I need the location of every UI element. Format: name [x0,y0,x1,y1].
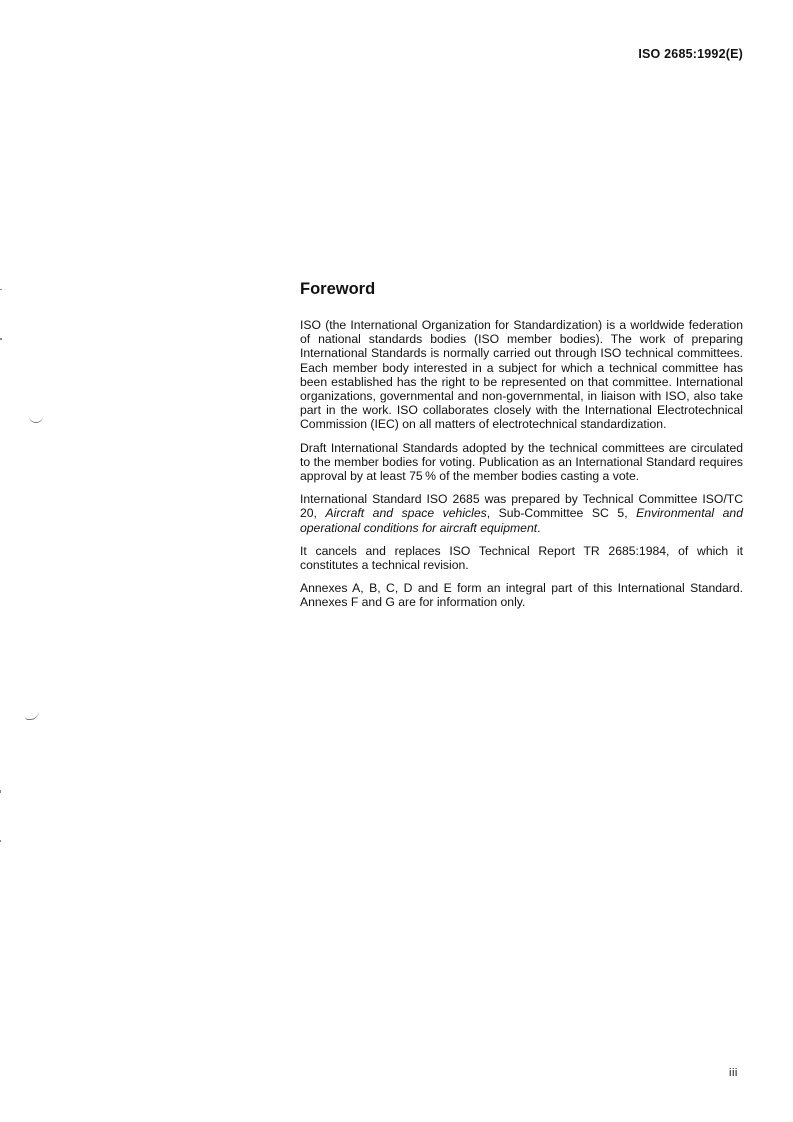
document-code: ISO 2685:1992(E) [638,47,743,61]
page-number: iii [729,1067,738,1079]
scan-mark [0,790,1,793]
preparation-text-2: , Sub-Committee SC 5, [486,506,637,521]
paragraph-annexes: Annexes A, B, C, D and E form an integral part of this International Standard. Annexes F and G are for information only. [300,581,743,610]
paragraph-preparation [300,492,743,535]
scan-mark [0,338,2,340]
scan-mark [29,414,43,423]
preparation-text-3: . [537,520,541,535]
paragraph-draft-standards: Draft International Standards adopted by the technical committees are circulated to the member bodies for voting. Publication as an International Standard requires approval by at least 75 % of the member bodies casting a vote. [300,440,743,484]
committee-name: Aircraft and space vehicles [325,506,487,521]
foreword-section [300,280,743,619]
scan-mark [0,840,1,842]
scan-mark [25,711,39,720]
scan-mark [0,289,2,290]
preparation-text-1: International Standard ISO 2685 was prepared by Technical Committee ISO/TC 20, [300,492,743,521]
section-title: Foreword [300,280,376,298]
paragraph-iso-intro: ISO (the International Organization for Standardization) is a worldwide federation of national standards bodies (ISO member bodies). The work of preparing International Standards is normally carried out through ISO technical committees. Each member body interested in a subject for which a technical committee has been established has the right to be represented on that committee. International organizations, governmental and non-governmental, in liaison with ISO, also take part in the work. ISO collaborates closely with the International Electrotechnical Commission (IEC) on all matters of electrotechnical standardization. [300,318,743,432]
subcommittee-name: Environmental and operational conditions for aircraft equipment [300,506,743,535]
paragraph-cancellation: It cancels and replaces ISO Technical Report TR 2685:1984, of which it constitutes a technical revision. [300,543,743,573]
